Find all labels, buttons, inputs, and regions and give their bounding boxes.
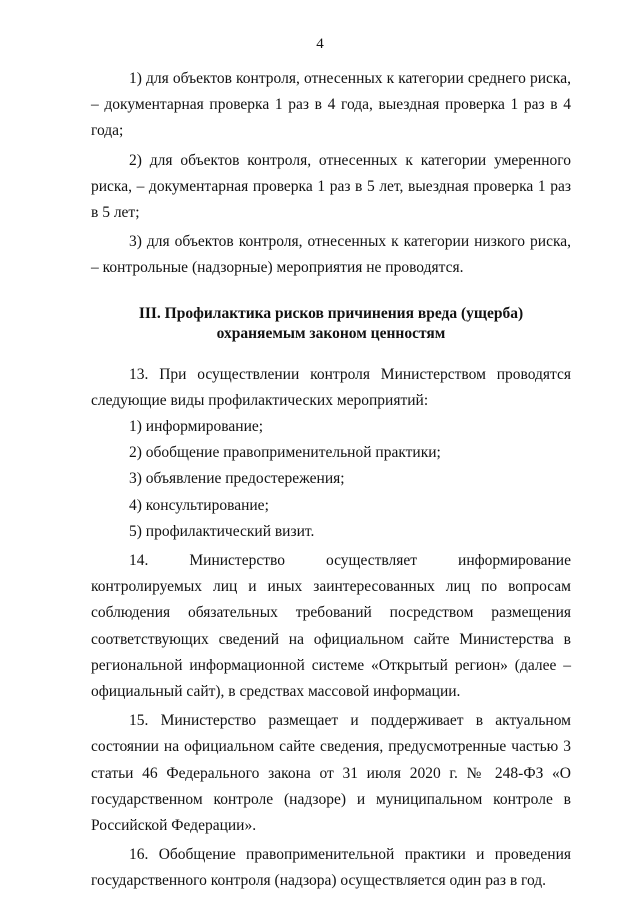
paragraph-item-15: 15. Министерство размещает и поддерживает в актуальном состоянии на официальном сайте сведения, предусмотренные частью 3 статьи 46 Федерального закона от 31 июля 2020 г. № 248-ФЗ «О государственном контроле (надзоре) и муниципальном контроле в Российской Федерации». [91, 712, 571, 835]
paragraph-item-16: 16. Обобщение правоприменительной практики и проведения государственного контроля (надзора) осуществляется один раз в год. [91, 846, 571, 890]
section-heading-line2: охраняемым законом ценностям [216, 324, 446, 342]
list-item: 5) профилактический визит. [129, 522, 315, 540]
list-item: 4) консультирование; [129, 496, 269, 514]
paragraph-risk-medium: 1) для объектов контроля, отнесенных к категории среднего риска, – документарная проверка 1 раз в 4 года, выездная проверка 1 раз в 4 года; [91, 70, 571, 140]
page-number: 4 [316, 36, 324, 52]
list-item: 3) объявление предостережения; [129, 470, 345, 488]
paragraph-risk-moderate: 2) для объектов контроля, отнесенных к категории умеренного риска, – документарная проверка 1 раз в 5 лет, выездная проверка 1 раз в 5 лет; [91, 151, 571, 222]
paragraph-item-13: 13. При осуществлении контроля Министерством проводятся следующие виды профилактических мероприятий: [91, 365, 571, 409]
document-body [91, 66, 571, 895]
list-item: 1) информирование; [129, 418, 264, 436]
paragraph-item-14: 14. Министерство осуществляет информирование контролируемых лиц и иных заинтересованных лиц по вопросам соблюдения обязательных требований посредством размещения соответствующих сведений на официальном сайте Министерства в региональной информационной системе «Открытый регион» (далее – официальный сайт), в средствах массовой информации. [91, 552, 571, 701]
section-heading-line1: III. Профилактика рисков причинения вреда (ущерба) [138, 304, 524, 322]
list-item: 2) обобщение правоприменительной практики; [129, 444, 441, 462]
paragraph-risk-low: 3) для объектов контроля, отнесенных к категории низкого риска, – контрольные (надзорные) мероприятия не проводятся. [91, 233, 571, 277]
section-heading [91, 304, 571, 344]
